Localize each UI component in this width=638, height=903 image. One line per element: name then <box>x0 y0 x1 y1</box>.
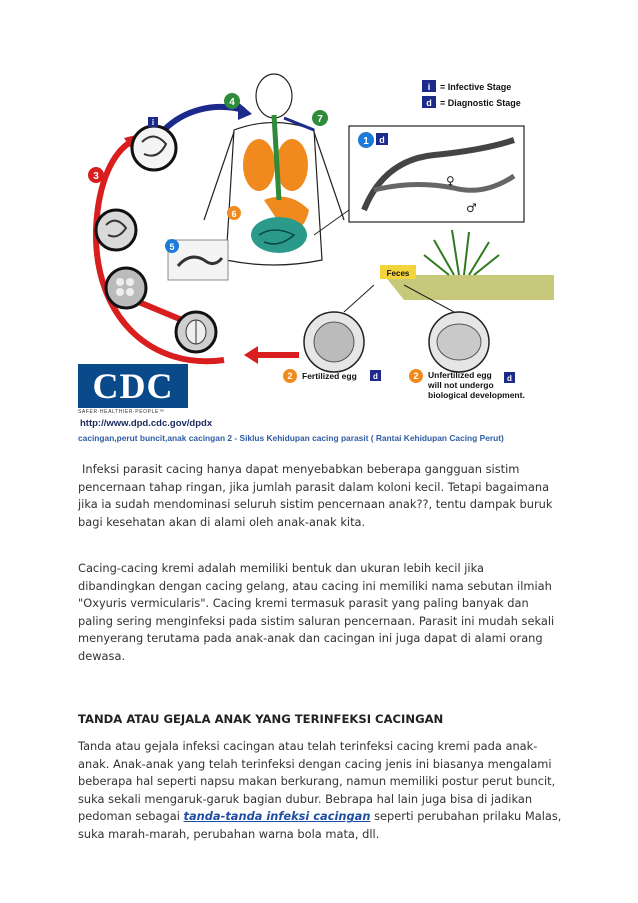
legend-diagnostic: = Diagnostic Stage <box>440 98 521 108</box>
svg-text:d: d <box>379 135 385 145</box>
step-4-badge <box>224 93 240 109</box>
step-6-badge <box>227 206 241 220</box>
step-3-badge <box>88 167 104 183</box>
fertilized-egg-label <box>283 369 381 383</box>
feces-label: Feces <box>386 269 410 278</box>
lung-left <box>243 139 275 191</box>
plant <box>424 230 499 275</box>
adult-worm-box <box>349 126 524 222</box>
paragraph-2: Cacing-cacing kremi adalah memiliki bentuk dan ukuran lebih kecil jika dibandingkan dengan cacing gelang, atau cacing ini memiliki nama sebutan ilmiah "Oxyuris vermicularis". Cacing kremi termasuk parasit yang paling banyak dan paling sering menginfeksi pada sistim saluran pencernaan. Parasit ini mudah sekali menyerang terutama pada anak-anak dan cacingan ini juga dapat di alami orang dewasa. <box>78 561 555 663</box>
paragraph-3 <box>78 738 563 844</box>
svg-text:5: 5 <box>169 242 175 252</box>
legend-infective: = Infective Stage <box>440 82 512 92</box>
section-heading: TANDA ATAU GEJALA ANAK YANG TERINFEKSI CACINGAN <box>78 712 444 726</box>
cdc-tagline: SAFER·HEALTHIER·PEOPLE™ <box>78 409 165 415</box>
stage-egg-embryo <box>106 268 146 308</box>
unfertilized-egg-label <box>409 369 525 400</box>
stage-egg-infective <box>132 126 176 170</box>
svg-text:7: 7 <box>317 114 323 125</box>
paragraph-3-text-end: seperti perubahan prilaku Malas, suka marah-marah, perubahan warna bola mata, dll. <box>78 809 562 841</box>
stage-egg-cleaving <box>176 312 216 352</box>
infection-signs-link[interactable]: tanda-tanda infeksi cacingan <box>183 809 371 824</box>
svg-text:2: 2 <box>413 371 419 381</box>
svg-text:will not undergo: will not undergo <box>428 380 494 390</box>
svg-text:d: d <box>426 98 432 108</box>
female-symbol: ♀ <box>446 174 455 188</box>
svg-text:i: i <box>151 118 155 127</box>
cdc-logo-text: CDC <box>92 366 174 406</box>
cycle-arrowhead-blue <box>238 102 252 120</box>
svg-text:Fertilized egg: Fertilized egg <box>302 371 357 381</box>
stage-egg-3 <box>96 210 136 250</box>
svg-text:d: d <box>507 374 512 383</box>
svg-text:Unfertilized egg: Unfertilized egg <box>428 370 492 380</box>
svg-text:2: 2 <box>287 371 293 381</box>
male-symbol: ♂ <box>466 201 477 215</box>
svg-text:4: 4 <box>229 97 235 108</box>
figure-caption: cacingan,perut buncit,anak cacingan 2 - Siklus Kehidupan cacing parasit ( Rantai Kehidupan Cacing Perut) <box>78 433 504 443</box>
cycle-arrow-blue <box>164 107 244 130</box>
step-7-badge <box>312 110 328 126</box>
svg-text:biological development.: biological development. <box>428 390 525 400</box>
paragraph-3-text-start: Tanda atau gejala infeksi cacingan atau telah terinfeksi cacing kremi pada anak-anak. Anak-anak yang telah terinfeksi dengan cacing jenis ini biasanya mengalami beberapa hal seperti napsu makan berkurang, namun memiliki postur perut buncit, suka sekali mengaruk-garuk bagian dubur. Bebrapa hal lain juga bisa di jadikan pedoman sebagai <box>78 739 556 824</box>
cdc-url: http://www.dpd.cdc.gov/dpdx <box>80 418 213 429</box>
paragraph-1: Infeksi parasit cacing hanya dapat menyebabkan beberapa gangguan sistim pencernaan tahap ringan, jika jumlah parasit dalam koloni kecil. Tetapi bagaimana jika ia sudah mendominasi seluruh sistim pencernaan anak??, tentu dampak buruk bagi kesehatan akan di alami oleh anak-anak kita. <box>78 462 553 529</box>
svg-text:3: 3 <box>93 171 99 182</box>
step-5-badge <box>165 239 179 253</box>
svg-text:1: 1 <box>363 136 369 147</box>
lung-right <box>276 139 308 191</box>
legend <box>422 80 521 108</box>
svg-text:d: d <box>373 372 378 381</box>
cdc-logo <box>78 364 188 408</box>
svg-text:6: 6 <box>231 209 237 219</box>
arrowhead-fertilized <box>244 346 258 364</box>
svg-text:i: i <box>427 82 431 92</box>
step-1-badge <box>358 132 374 148</box>
